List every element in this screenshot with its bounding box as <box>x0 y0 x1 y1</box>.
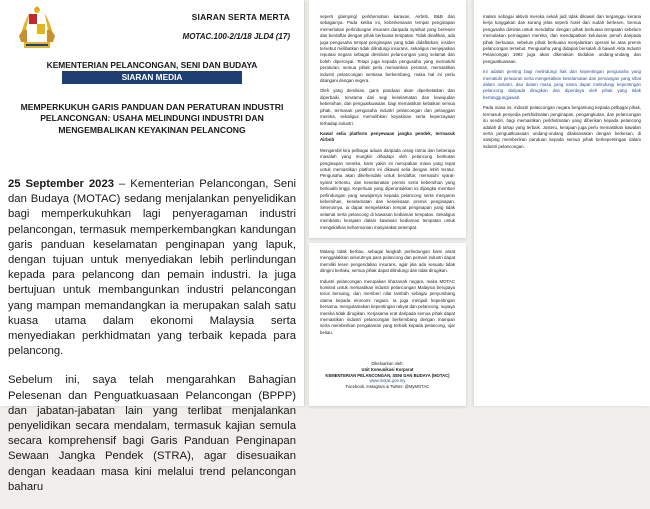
page-4-paragraph-2: Ini adalah penting bagi melindungi hak dan kepentingan pengusaha yang mematuhi peraturan serta mengekalkan keselamatan dan persaingan yang sihat dalam industri, dan dalam masa yang sama dapat melindungi kepentingan pelancong daripada dirugikan dan diperdaya oleh pihak yang tidak bertanggungjawab. <box>483 69 641 100</box>
title-line-1: MEMPERKUKUH GARIS PANDUAN DAN PERATURAN INDUSTRI <box>20 102 284 112</box>
issuer-organization: KEMENTERIAN PELANCONGAN, SENI DAN BUDAYA (MOTAC) <box>325 372 450 378</box>
page-4-paragraph-3: Pada masa ini, industri pelancongan negara bergantung kepada pelbagai pihak, termasuk penyedia perkhidmatan penginapan, pengangkutan, dan pelancongan itu sendiri, bagi memastikan perkhidmatan yang diberikan kepada pelancong adalah di tahap yang terbaik. Justeru, kerajaan juga perlu memastikan kawalan serta penguatkuasaan undang-undang dilaksanakan dengan berkesan, di samping memberikan panduan kepada semua pihak berkepentingan dalam industri pelancongan. <box>483 105 641 149</box>
page-2-paragraph-1: seperti glamping/ perkhemahan karavan, Airbnb, B&B dan sebagainya. Pada ketika ini, keberkesanan tempat penginapan memerlukan perlindungan insurans daripada syarikat yang berlesen dan berdaftar dengan pihak berkuasa tempatan. Tidak dinafikan, ada juga pengusaha tempat penginapan yang tidak didaftarkan, insiden tersebut melibatkan tidak dilindungi insurans, sekaligus menjejaskan reputasi negara sebagai destinasi pelancongan yang selamat dan boleh dipercayai. Tetapi juga kepada pengusaha yang mematuhi peraturan, semua pihak perlu memainkan peranan, memastikan industri pelancongan sentiasa berkembang, maka hal ini perlu ditangani dengan segera. <box>320 14 455 84</box>
paragraph-1 <box>8 177 296 359</box>
page-3-body <box>320 249 455 340</box>
page-2-paragraph-2: Oleh yang demikian, garis panduan akan diperketatkan dan diperbaiki, terutama dari segi keselamatan dan kewujudan kebersihan, dan penguatkuasaan, bagi memastikan kebaikan semua pihak, termasuk pengusaha industri pelancongan dan pelanggan mereka, sekaligus memulihkan keyakinan serta kepercayaan terhadap industri. <box>320 88 455 126</box>
page-2-subheading: Kawal selia platform penyewaan jangka pendek, termasuk Airbnb <box>320 130 455 143</box>
reference-number: MOTAC.100-2/1/18 JLD4 (17) <box>182 32 290 41</box>
issued-by: Dikeluarkan oleh: <box>371 361 404 366</box>
page-3-paragraph-2: Industri pelancongan merupakan khazanah negara, maka MOTAC komited untuk memastikan industri pelancongan Malaysia berupaya terus bersaing, dan memberi nilai tambah sebagai penyumbang utama kepada ekonomi negara. Ia juga menjadi kepentingan bersama, mengutamakan kepentingan rakyat dan pelancong, supaya mereka tidak dirugikan. Kerjasama erat daripada semua pihak dapat memastikan industri pelancongan berkembang dengan mampan serta memberikan pengalaman yang terbaik kepada pelancong, ujar beliau. <box>320 278 455 335</box>
media-banner: SIARAN MEDIA <box>62 71 242 84</box>
press-release-page-2 <box>309 0 466 238</box>
header-title: SIARAN SERTA MERTA <box>191 12 290 22</box>
paragraph-1-text: – Kementerian Pelancongan, Seni dan Budaya (MOTAC) sedang menjalankan penyelidikan bagi memperkukuhkan lagi penyeragaman industri pelancongan, termasuk memperkembangkan kandungan garis panduan keselamatan penginapan yang lapuk, dengan tujuan untuk menyediakan lebih perlindungan kepada para pelancong dan pemain industri. Ia juga bertujuan untuk membangunkan industri pelancongan yang mampan memandangkan ia merupakan salah satu kuasa utama dalam ekonomi Malaysia serta menyediakan perkhidmatan yang terbaik kepada para pelancong. <box>8 178 296 358</box>
issuer-unit: Unit Komunikasi Korporat <box>361 366 414 372</box>
issuer-signature <box>309 361 466 390</box>
press-body <box>8 177 296 509</box>
press-release-page-4 <box>474 0 650 406</box>
press-title <box>14 102 290 136</box>
press-release-page-1 <box>0 0 304 493</box>
ministry-name: KEMENTERIAN PELANCONGAN, SENI DAN BUDAYA <box>46 60 258 70</box>
page-2-body <box>320 14 455 235</box>
release-date: 25 September 2023 <box>8 178 115 190</box>
page-4-paragraph-1: malam sebagai aktiviti mereka sekali jadi tidak dikawal dan terganggu kerana kerja tunggakan dan kurang jelas seperti hotel dan sudah berlesen. Semua pengusaha diminta untuk mendaftar dengan pihak berkuasa tempatan sebelum memulakan perniagaan mereka, dan mendapatkan kelulusan penuh daripada pihak berkuasa, sebelum pihak berkuasa menjalankan operasi ke atas premis pelancongan tersebut. Pengusaha yang didapati bersalah di bawah Akta Industri Pelancongan 1992 juga akan dikenakan tindakan undang-undang dan penguatkuasaan. <box>483 14 641 64</box>
page-3-paragraph-1: Malang tidak berbau, sebagai langkah perlindungan kami amat menggalakkan seluruhnya para pelancong dan pemain industri dapat memiliki lesen pengendalian insurans, agar jika ada sesuatu tidak diingini berlaku, semua pihak dapat dilindungi dan tidak dirugikan. <box>320 249 455 274</box>
social-handles: Facebook, Instagram & Twitter: @MyMOTAC <box>345 384 430 390</box>
page-2-paragraph-3: Mengambil kira pelbagai aduan daripada orang ramai dan beberapa masalah yang mungkin dihadapi oleh pelancong berikutan penginapan mereka, kami yakin ini merupakan masa yang tepat untuk memastikan platform ini dikawal selia dengan lebih teratur. Pengusaha akan dikehendaki untuk berdaftar, mematuhi syarat-syarat tertentu, dan keselamatan premis serta kebersihan yang berkualiti tinggi. Keperluan yang diperuntukkan ini dijangka memberi perlindungan yang sewajarnya kepada pelancong serta menjamin kebersihan, keselamatan dan keselesaan premis penginapan. Seterusnya, ia dapat mengelakkan tempat penginapan yang tidak selamat serta pelancong di kawasan kediaman tempatan. Sekaligus membantu kerajaan dalam kawasan kediaman tempatan untuk mengekalkan keharmonian masyarakat setempat. <box>320 147 455 230</box>
paragraph-2: Sebelum ini, saya telah mengarahkan Bahagian Pelesenan dan Penguatkuasaan Pelancongan (BPPP) dan jabatan-jabatan lain yang terlibat menjalankan penyelidikan secara mendalam, termasuk kajian semula secara komprehensif bagi Garis Panduan Penginapan Sewaan Jangka Pendek (STRA), agar disesuaikan dengan keadaan masa kini melalui trend pelancongan baharu <box>8 374 296 493</box>
press-release-page-3 <box>309 243 466 406</box>
website-link[interactable]: www.motac.gov.my <box>369 378 406 384</box>
header-block <box>183 12 290 41</box>
page-4-body <box>483 14 641 154</box>
title-line-2: PELANCONGAN: USAHA MELINDUNGI INDUSTRI DAN <box>40 113 264 124</box>
title-line-3: MENGEMBALIKAN KEYAKINAN PELANCONG <box>58 124 246 135</box>
malaysia-coat-of-arms-logo <box>14 6 60 50</box>
